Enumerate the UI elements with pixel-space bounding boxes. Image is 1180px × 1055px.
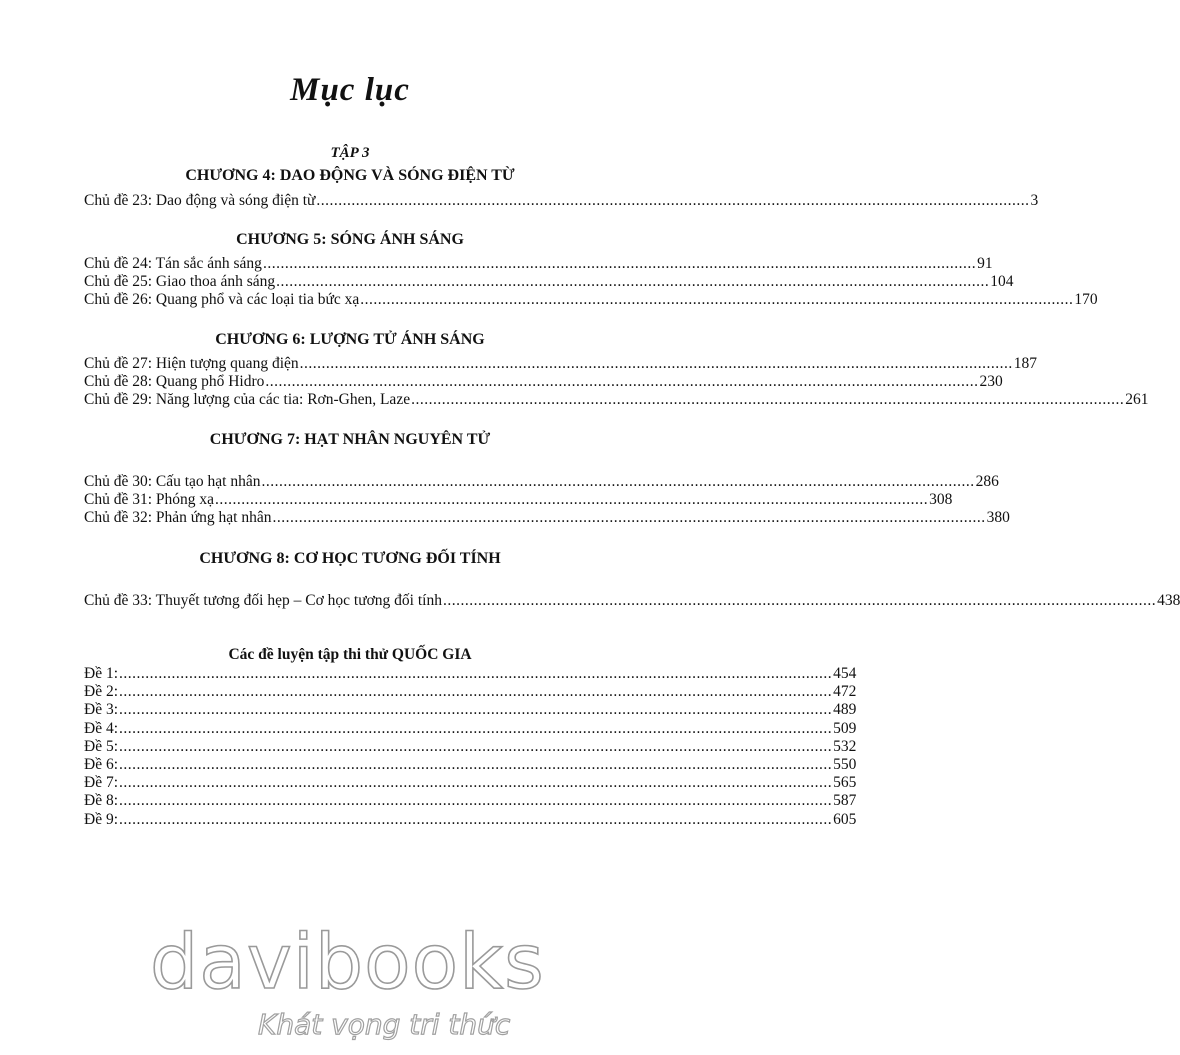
watermark xyxy=(150,917,570,1041)
toc-entry[interactable] xyxy=(84,473,999,491)
entry-page-number: 532 xyxy=(833,737,857,755)
entry-page-number: 550 xyxy=(833,755,857,773)
practice-entry[interactable] xyxy=(84,774,857,792)
entry-label: Chủ đề 30: Cấu tạo hạt nhân xyxy=(84,473,261,490)
entry-label: Đề 4: xyxy=(84,719,119,737)
dot-leader: ................................................................................................................................................................... xyxy=(442,592,1157,609)
entry-page-number: 438 xyxy=(1157,592,1180,609)
volume-label: TẬP 3 xyxy=(330,145,370,161)
toc-entry[interactable] xyxy=(84,355,1037,373)
dot-leader: ................................................................................................................................................................... xyxy=(119,701,833,719)
entry-label: Đề 2: xyxy=(84,683,119,701)
entry-label: Đề 8: xyxy=(84,792,119,810)
entry-page-number: 454 xyxy=(833,665,857,682)
entry-label: Đề 3: xyxy=(84,701,119,719)
dot-leader: ................................................................................................................................................................... xyxy=(119,665,833,682)
toc-entry[interactable] xyxy=(84,373,1003,391)
entry-label: Chủ đề 33: Thuyết tương đối hẹp – Cơ học tương đối tính xyxy=(84,592,442,609)
entry-label: Đề 1: xyxy=(84,665,119,682)
entry-page-number: 230 xyxy=(979,373,1003,391)
toc-entry[interactable] xyxy=(84,273,1014,291)
watermark-brand-logo: davibooks xyxy=(150,917,545,1006)
entry-page-number: 91 xyxy=(977,255,993,272)
dot-leader: ................................................................................................................................................................... xyxy=(119,719,833,737)
entry-label: Chủ đề 25: Giao thoa ánh sáng xyxy=(84,273,276,291)
entry-label: Đề 7: xyxy=(84,774,119,792)
entry-page-number: 587 xyxy=(833,792,857,810)
toc-entry[interactable] xyxy=(84,491,953,509)
toc-entry[interactable] xyxy=(84,592,1180,610)
toc-list xyxy=(84,355,1149,410)
chapter-title: CHƯƠNG 4: DAO ĐỘNG VÀ SÓNG ĐIỆN TỪ xyxy=(185,167,515,184)
entry-label: Đề 6: xyxy=(84,755,119,773)
dot-leader: ................................................................................................................................................................... xyxy=(261,473,975,490)
toc-entry[interactable] xyxy=(84,391,1149,409)
entry-label: Đề 5: xyxy=(84,737,119,755)
entry-label: Chủ đề 31: Phóng xạ xyxy=(84,491,215,509)
toc-list xyxy=(84,255,1098,310)
dot-leader: ................................................................................................................................................................... xyxy=(262,255,977,272)
entry-page-number: 3 xyxy=(1030,192,1039,209)
toc-list xyxy=(84,192,1039,210)
dot-leader: ................................................................................................................................................................... xyxy=(119,755,833,773)
toc-entry[interactable] xyxy=(84,291,1098,309)
practice-list xyxy=(84,665,857,829)
chapter-title: CHƯƠNG 7: HẠT NHÂN NGUYÊN TỬ xyxy=(209,431,491,448)
toc-entry[interactable] xyxy=(84,509,1010,527)
entry-label: Chủ đề 28: Quang phổ Hidro xyxy=(84,373,265,391)
entry-page-number: 286 xyxy=(975,473,999,490)
practice-entry[interactable] xyxy=(84,701,857,719)
entry-page-number: 380 xyxy=(986,509,1010,527)
dot-leader: ................................................................................................................................................................... xyxy=(360,291,1074,309)
entry-page-number: 509 xyxy=(833,719,857,737)
entry-page-number: 605 xyxy=(833,810,857,828)
toc-entry[interactable] xyxy=(84,192,1039,210)
toc-list xyxy=(84,473,1010,528)
entry-page-number: 261 xyxy=(1125,391,1149,409)
chapter-title: CHƯƠNG 5: SÓNG ÁNH SÁNG xyxy=(236,231,464,248)
dot-leader: ................................................................................................................................................................... xyxy=(119,792,833,810)
entry-page-number: 187 xyxy=(1013,355,1037,372)
toc-list xyxy=(84,592,1180,610)
toc-entry[interactable] xyxy=(84,255,993,273)
practice-entry[interactable] xyxy=(84,755,857,774)
entry-page-number: 565 xyxy=(833,774,857,792)
dot-leader: ................................................................................................................................................................... xyxy=(119,810,833,828)
practice-entry[interactable] xyxy=(84,683,857,701)
practice-entry[interactable] xyxy=(84,810,857,829)
dot-leader: ................................................................................................................................................................... xyxy=(265,373,979,391)
entry-label: Chủ đề 23: Dao động và sóng điện từ xyxy=(84,192,316,209)
entry-page-number: 472 xyxy=(833,683,857,701)
dot-leader: ................................................................................................................................................................... xyxy=(119,737,833,755)
entry-label: Chủ đề 26: Quang phổ và các loại tia bức xạ xyxy=(84,291,360,309)
practice-entry[interactable] xyxy=(84,737,857,756)
dot-leader: ................................................................................................................................................................... xyxy=(119,683,833,701)
dot-leader: ................................................................................................................................................................... xyxy=(299,355,1013,372)
practice-section-title: Các đề luyện tập thi thử QUỐC GIA xyxy=(228,646,472,663)
dot-leader: ................................................................................................................................................................... xyxy=(411,391,1125,409)
entry-label: Chủ đề 32: Phản ứng hạt nhân xyxy=(84,509,272,527)
dot-leader: ................................................................................................................................................................... xyxy=(276,273,990,291)
entry-label: Chủ đề 27: Hiện tượng quang điện xyxy=(84,355,299,372)
practice-entry[interactable] xyxy=(84,665,857,683)
chapter-title: CHƯƠNG 6: LƯỢNG TỬ ÁNH SÁNG xyxy=(215,331,485,348)
practice-entry[interactable] xyxy=(84,792,857,810)
dot-leader: ................................................................................................................................................................... xyxy=(316,192,1030,209)
entry-label: Đề 9: xyxy=(84,810,119,828)
entry-page-number: 489 xyxy=(833,701,857,719)
entry-label: Chủ đề 29: Năng lượng của các tia: Rơn-Ghen, Laze xyxy=(84,391,411,409)
entry-page-number: 308 xyxy=(929,491,953,509)
entry-page-number: 170 xyxy=(1074,291,1098,309)
dot-leader: ................................................................................................................................................................... xyxy=(272,509,986,527)
dot-leader: ................................................................................................................................................................... xyxy=(215,491,929,509)
page-title: Mục lục xyxy=(290,72,410,108)
entry-page-number: 104 xyxy=(990,273,1014,291)
watermark-slogan: Khát vọng tri thức xyxy=(258,1008,511,1041)
chapter-title: CHƯƠNG 8: CƠ HỌC TƯƠNG ĐỐI TÍNH xyxy=(199,550,501,567)
entry-label: Chủ đề 24: Tán sắc ánh sáng xyxy=(84,255,262,272)
dot-leader: ................................................................................................................................................................... xyxy=(119,774,833,792)
practice-entry[interactable] xyxy=(84,719,857,738)
